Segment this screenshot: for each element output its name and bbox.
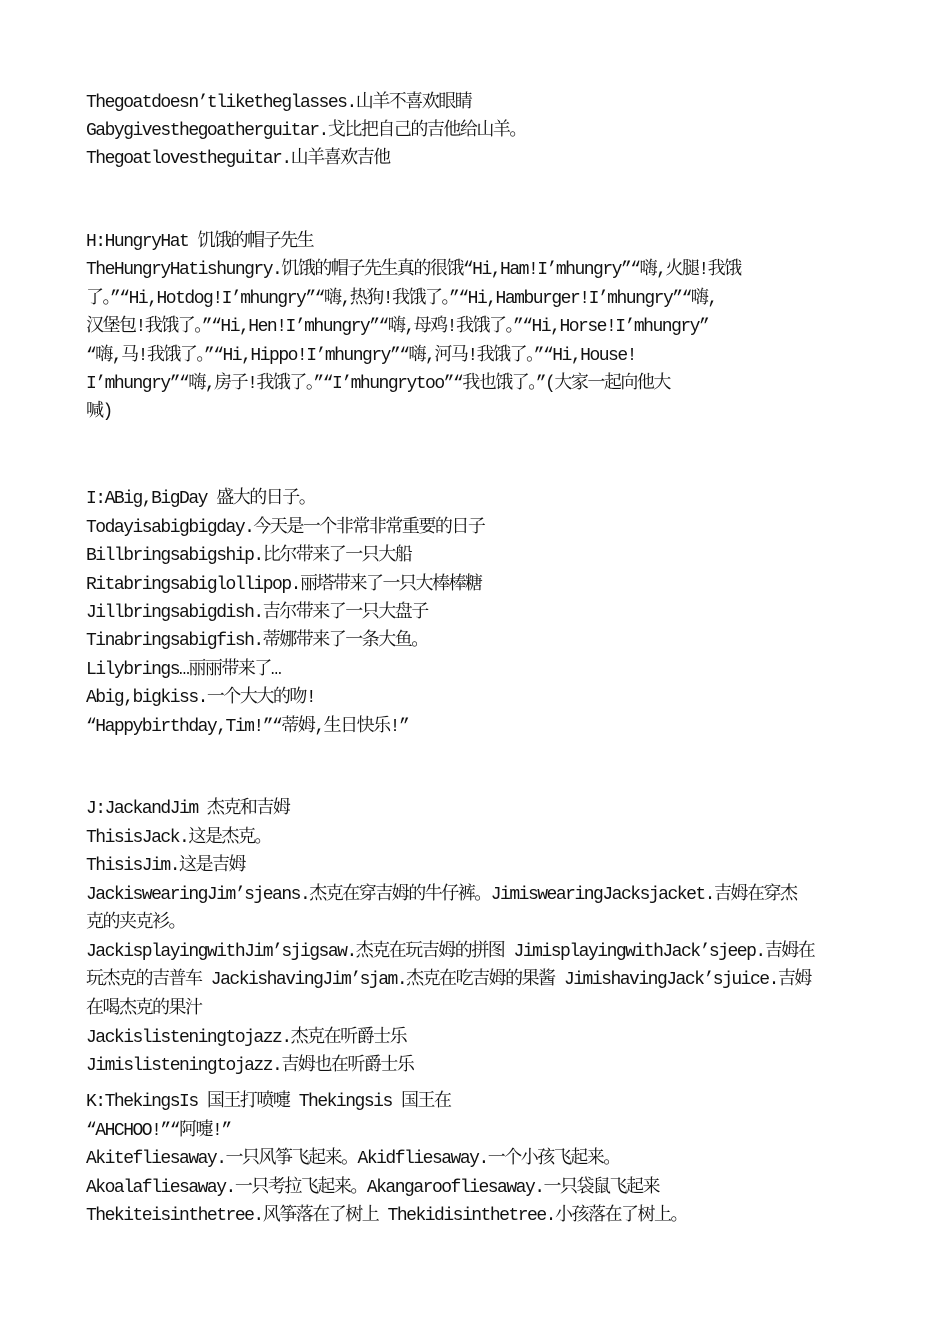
text-line: Jillbringsabigdish.吉尔带来了一只大盘子 [86, 603, 428, 623]
text-line: ThisisJack.这是杰克。 [86, 828, 271, 848]
text-line: “嗨,马!我饿了。”“Hi,Hippo!I’mhungry”“嗨,河马!我饿了。”“Hi,House! [86, 346, 636, 366]
text-line: ThisisJim.这是吉姆 [86, 856, 246, 876]
text-line: Jimislisteningtojazz.吉姆也在听爵士乐 [86, 1056, 414, 1076]
text-line: “AHCHOO!”“阿嚏!” [86, 1121, 231, 1141]
text-line: Thekiteisinthetree.风筝落在了树上 Thekidisinthetree.小孩落在了树上。 [86, 1206, 687, 1226]
text-line: Thegoatdoesn’tliketheglasses.山羊不喜欢眼睛 [86, 93, 472, 113]
text-line: 了。”“Hi,Hotdog!I’mhungry”“嗨,热狗!我饿了。”“Hi,Hamburger!I’mhungry”“嗨, [86, 289, 717, 309]
text-line: Thegoatlovestheguitar.山羊喜欢吉他 [86, 149, 390, 169]
text-line: Todayisabigbigday.今天是一个非常非常重要的日子 [86, 518, 485, 538]
text-line: Lilybrings…丽丽带来了… [86, 660, 281, 680]
text-line: K:ThekingsIs 国王打喷嚏 Thekingsis 国王在 [86, 1092, 451, 1112]
text-line: Tinabringsabigfish.蒂娜带来了一条大鱼。 [86, 631, 428, 651]
text-line: 汉堡包!我饿了。”“Hi,Hen!I’mhungry”“嗨,母鸡!我饿了。”“Hi,Horse!I’mhungry” [86, 317, 709, 337]
text-line: 在喝杰克的果汁 [86, 999, 202, 1019]
text-line: Billbringsabigship.比尔带来了一只大船 [86, 546, 412, 566]
text-line: Akoalafliesaway.一只考拉飞起来。Akangaroofliesaway.一只袋鼠飞起来 [86, 1178, 660, 1198]
text-line: Akitefliesaway.一只风筝飞起来。Akidfliesaway.一个小孩飞起来。 [86, 1149, 620, 1169]
text-line: H:HungryHat 饥饿的帽子先生 [86, 232, 314, 252]
text-line: JackiswearingJim’sjeans.杰克在穿吉姆的牛仔裤。JimiswearingJacksjacket.吉姆在穿杰 [86, 885, 797, 905]
text-line: 喊) [86, 402, 112, 422]
text-line: “Happybirthday,Tim!”“蒂姆,生日快乐!” [86, 717, 409, 737]
text-line: I’mhungry”“嗨,房子!我饿了。”“I’mhungrytoo”“我也饿了。”(大家一起向他大 [86, 374, 670, 394]
text-line: Gabygivesthegoatherguitar.戈比把自己的吉他给山羊。 [86, 121, 526, 141]
text-line: 玩杰克的吉普车 JackishavingJim’sjam.杰克在吃吉姆的果酱 JimishavingJack’sjuice.吉姆 [86, 970, 811, 990]
text-line: 克的夹克衫。 [86, 913, 185, 933]
text-line: Jackislisteningtojazz.杰克在听爵士乐 [86, 1028, 407, 1048]
text-line: TheHungryHatishungry.饥饿的帽子先生真的很饿“Hi,Ham!I’mhungry”“嗨,火腿!我饿 [86, 260, 741, 280]
text-line: I:ABig,BigDay 盛大的日子。 [86, 489, 316, 509]
text-line: Abig,bigkiss.一个大大的吻! [86, 688, 316, 708]
text-line: J:JackandJim 杰克和吉姆 [86, 799, 290, 819]
text-line: Ritabringsabiglollipop.丽塔带来了一只大棒棒糖 [86, 575, 482, 595]
text-line: JackisplayingwithJim’sjigsaw.杰克在玩吉姆的拼图 JimisplayingwithJack’sjeep.吉姆在 [86, 942, 815, 962]
